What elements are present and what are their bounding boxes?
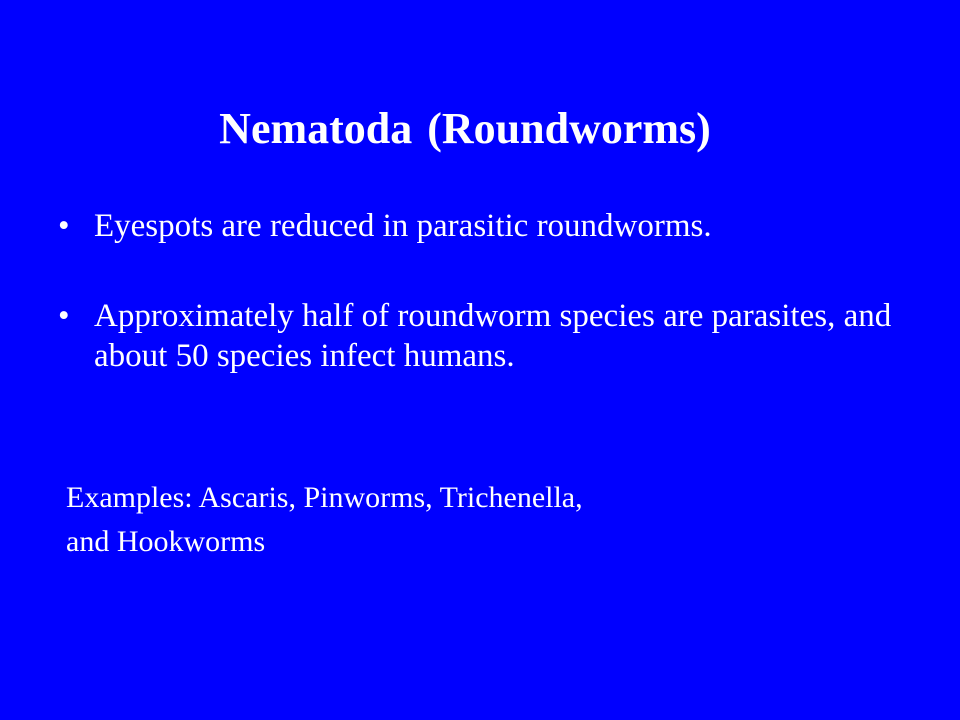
bullet-item-eyespots xyxy=(58,206,908,246)
bullet-marker: • xyxy=(58,298,70,334)
bullet-text: Eyespots are reduced in parasitic roundworms. xyxy=(94,208,712,244)
examples-text xyxy=(66,476,886,564)
bullet-marker: • xyxy=(58,208,70,244)
slide-title: Nematoda (Roundworms) xyxy=(219,104,711,153)
examples-line-2: and Hookworms xyxy=(66,525,266,558)
bullet-item-parasites xyxy=(58,296,908,376)
examples-line-1: Examples: Ascaris, Pinworms, Trichenella, xyxy=(66,481,583,514)
bullet-text: Approximately half of roundworm species are parasites, and about 50 species infect humans. xyxy=(94,298,892,374)
